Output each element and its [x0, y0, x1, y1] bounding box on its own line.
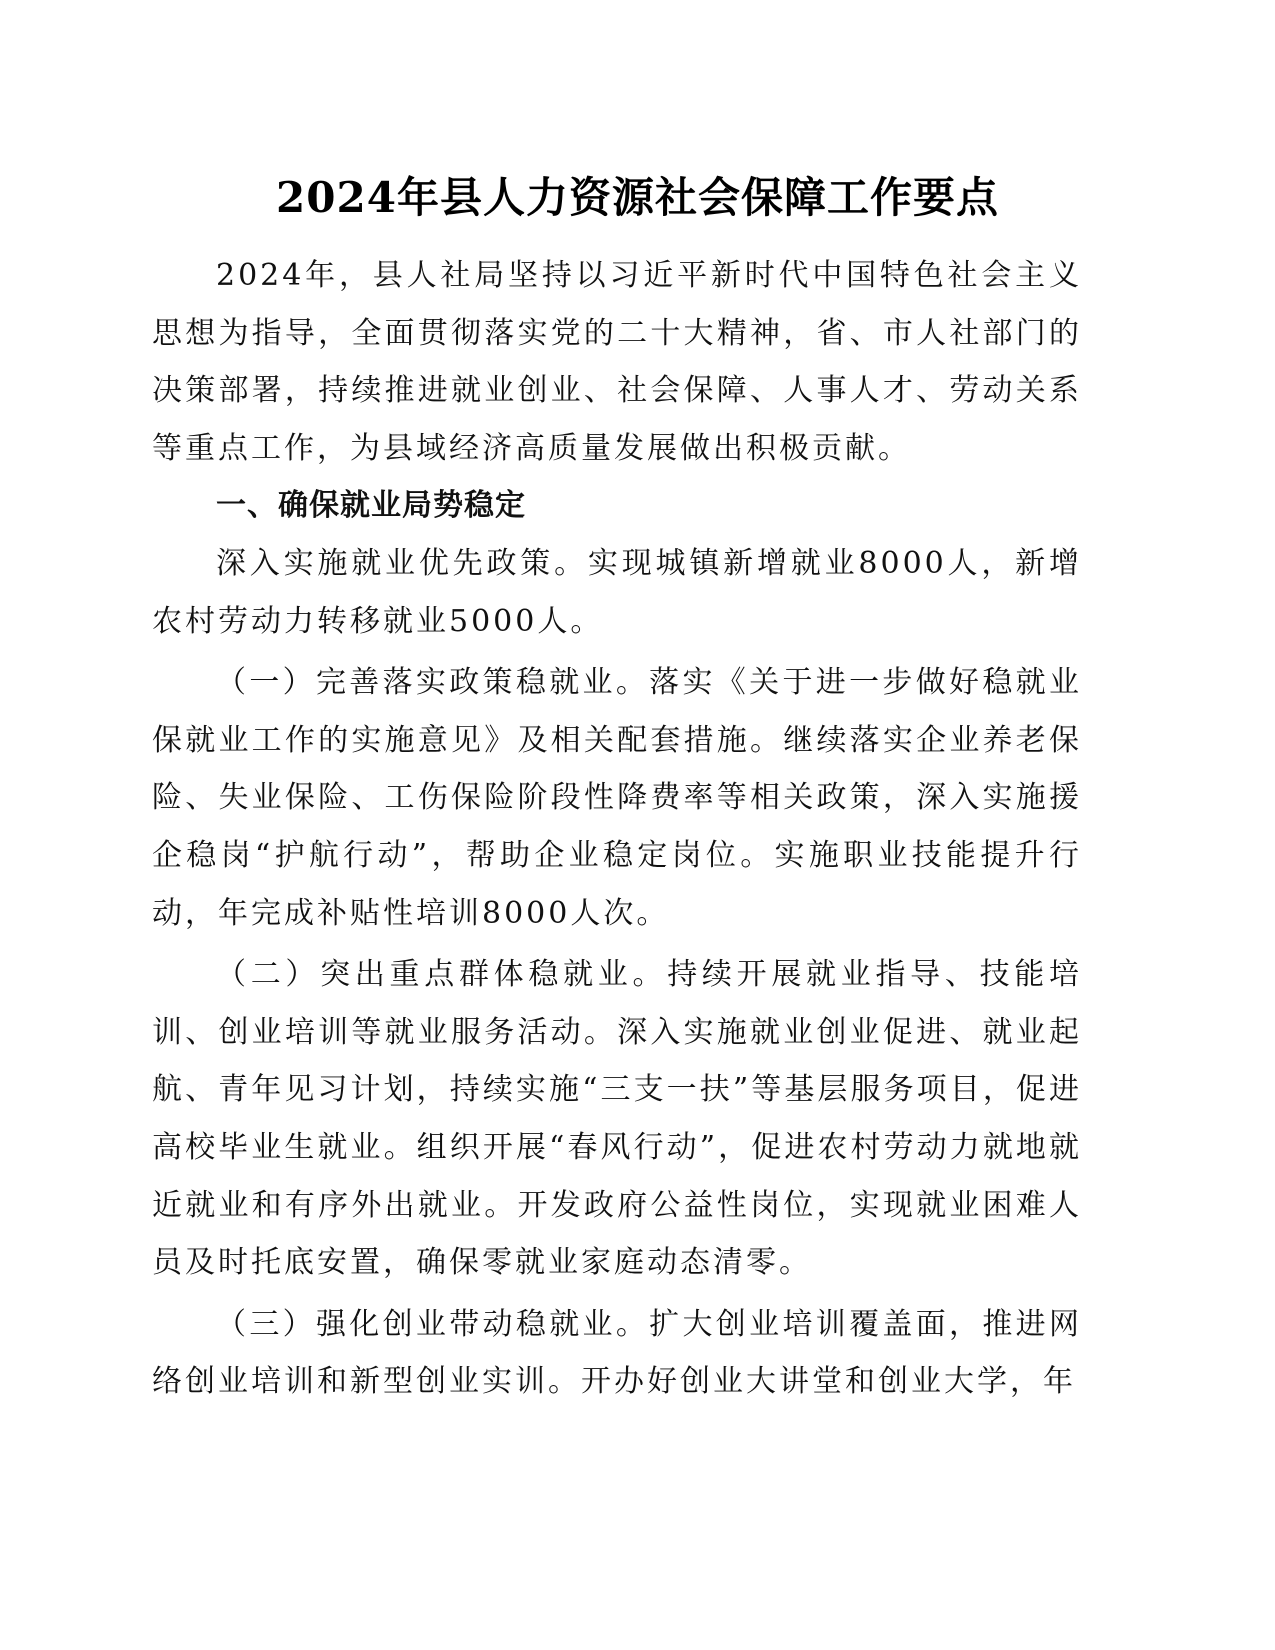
- item-three-paragraph: （三）强化创业带动稳就业。扩大创业培训覆盖面，推进网络创业培训和新型创业实训。开办好创业大讲堂和创业大学，年: [152, 1306, 1082, 1400]
- section-intro-paragraph: 深入实施就业优先政策。实现城镇新增就业8000人，新增农村劳动力转移就业5000人。: [152, 545, 1082, 639]
- intro-paragraph: 2024年，县人社局坚持以习近平新时代中国特色社会主义思想为指导，全面贯彻落实党的二十大精神，省、市人社部门的决策部署，持续推进就业创业、社会保障、人事人才、劳动关系等重点工作，为县域经济高质量发展做出积极贡献。: [152, 258, 1082, 466]
- document-body: [152, 247, 1082, 1411]
- item-one-paragraph: （一）完善落实政策稳就业。落实《关于进一步做好稳就业保就业工作的实施意见》及相关配套措施。继续落实企业养老保险、失业保险、工伤保险阶段性降费率等相关政策，深入实施援企稳岗“护航行动”，帮助企业稳定岗位。实施职业技能提升行动，年完成补贴性培训8000人次。: [152, 665, 1082, 931]
- section-heading: 一、确保就业局势稳定: [216, 488, 526, 524]
- document-title: 2024年县人力资源社会保障工作要点: [276, 173, 999, 222]
- item-two-paragraph: （二）突出重点群体稳就业。持续开展就业指导、技能培训、创业培训等就业服务活动。深入实施就业创业促进、就业起航、青年见习计划，持续实施“三支一扶”等基层服务项目，促进高校毕业生就业。组织开展“春风行动”，促进农村劳动力就地就近就业和有序外出就业。开发政府公益性岗位，实现就业困难人员及时托底安置，确保零就业家庭动态清零。: [152, 957, 1082, 1281]
